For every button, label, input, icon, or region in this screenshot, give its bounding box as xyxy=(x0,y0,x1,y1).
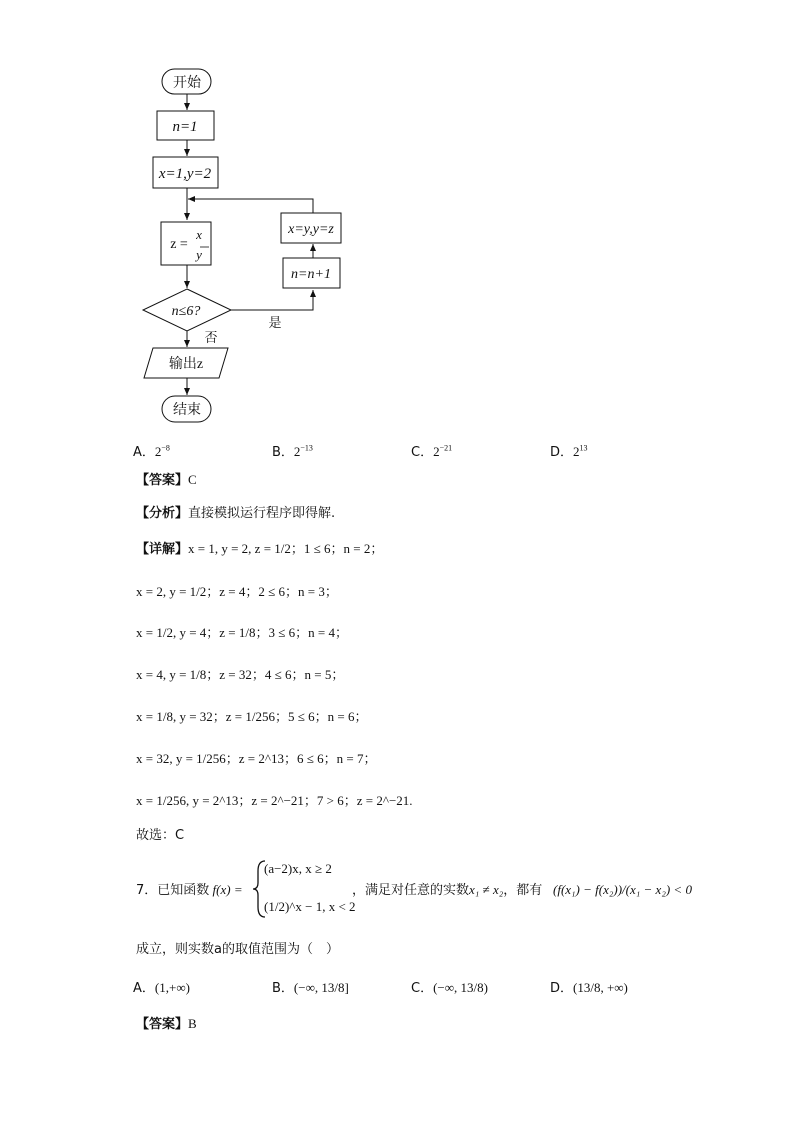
q6-option-d: D．$2^{13}$ xyxy=(550,443,588,460)
q6-detail-step-5: x = 1/8, y = 32；z = 1/256；5 ≤ 6；n = 6； xyxy=(136,709,368,724)
q7-option-d: D．(13/8, +∞) xyxy=(550,980,628,996)
q7-option-c: C．(−∞, 13/8) xyxy=(411,980,488,996)
z-assign-lhs: z = xyxy=(170,237,188,252)
yes-label: 是 xyxy=(268,315,282,330)
q6-option-c: C．$2^{-21}$ xyxy=(411,443,453,460)
n-init-label: n=1 xyxy=(172,119,198,135)
q6-answer: 【答案】C xyxy=(136,472,197,488)
end-label: 结束 xyxy=(173,403,201,418)
no-label: 否 xyxy=(204,330,218,345)
z-den: y xyxy=(196,247,202,262)
q6-detail-step-6: x = 32, y = 1/256；z = 2^13；6 ≤ 6；n = 7； xyxy=(136,751,377,766)
xy-init-label: x=1,y=2 xyxy=(158,166,212,182)
q7-case-2: (1/2)^x − 1, x < 2 xyxy=(264,899,356,914)
q7-inequality: (f(x₁) − f(x₂))/(x₁ − x₂) < 0 xyxy=(553,882,692,897)
q6-option-b: B．$2^{-13}$ xyxy=(272,443,313,460)
q7-option-a: A．(1,+∞) xyxy=(133,980,190,996)
condition-label: n≤6? xyxy=(171,304,201,319)
q7-stem-line-2: 成立，则实数a的取值范围为（ ） xyxy=(136,942,339,957)
increment-label: n=n+1 xyxy=(291,267,331,282)
q6-detail-step-1: 【详解】x = 1, y = 2, z = 1/2；1 ≤ 6；n = 2； xyxy=(136,541,384,557)
q6-detail-step-2: x = 2, y = 1/2；z = 4；2 ≤ 6；n = 3； xyxy=(136,584,338,599)
q7-stem-cond: ，满足对任意的实数x₁ ≠ x₂，都有 xyxy=(352,882,543,898)
update-label: x=y,y=z xyxy=(288,222,334,237)
q7-function: f(x) = xyxy=(212,882,243,897)
q6-conclusion: 故选：C xyxy=(136,828,185,843)
q6-detail-step-4: x = 4, y = 1/8；z = 32；4 ≤ 6；n = 5； xyxy=(136,667,345,682)
flowchart xyxy=(0,0,794,440)
q6-detail-step-3: x = 1/2, y = 4；z = 1/8；3 ≤ 6；n = 4； xyxy=(136,625,348,640)
q7-case-1: (a−2)x, x ≥ 2 xyxy=(264,861,332,876)
z-num: x xyxy=(196,227,202,242)
q6-detail-step-7: x = 1/256, y = 2^13；z = 2^−21；7 > 6；z = 2^−21. xyxy=(136,793,413,808)
output-label: 输出z xyxy=(168,357,204,372)
q7-answer: 【答案】B xyxy=(136,1016,197,1032)
q6-analysis: 【分析】直接模拟运行程序即得解. xyxy=(136,506,336,521)
start-label: 开始 xyxy=(173,76,201,91)
q6-option-a: A．$2^{-8}$ xyxy=(133,443,170,460)
q7-stem-line-1: 7．已知函数 f(x) = xyxy=(136,882,243,898)
q7-option-b: B．(−∞, 13/8] xyxy=(272,980,349,996)
